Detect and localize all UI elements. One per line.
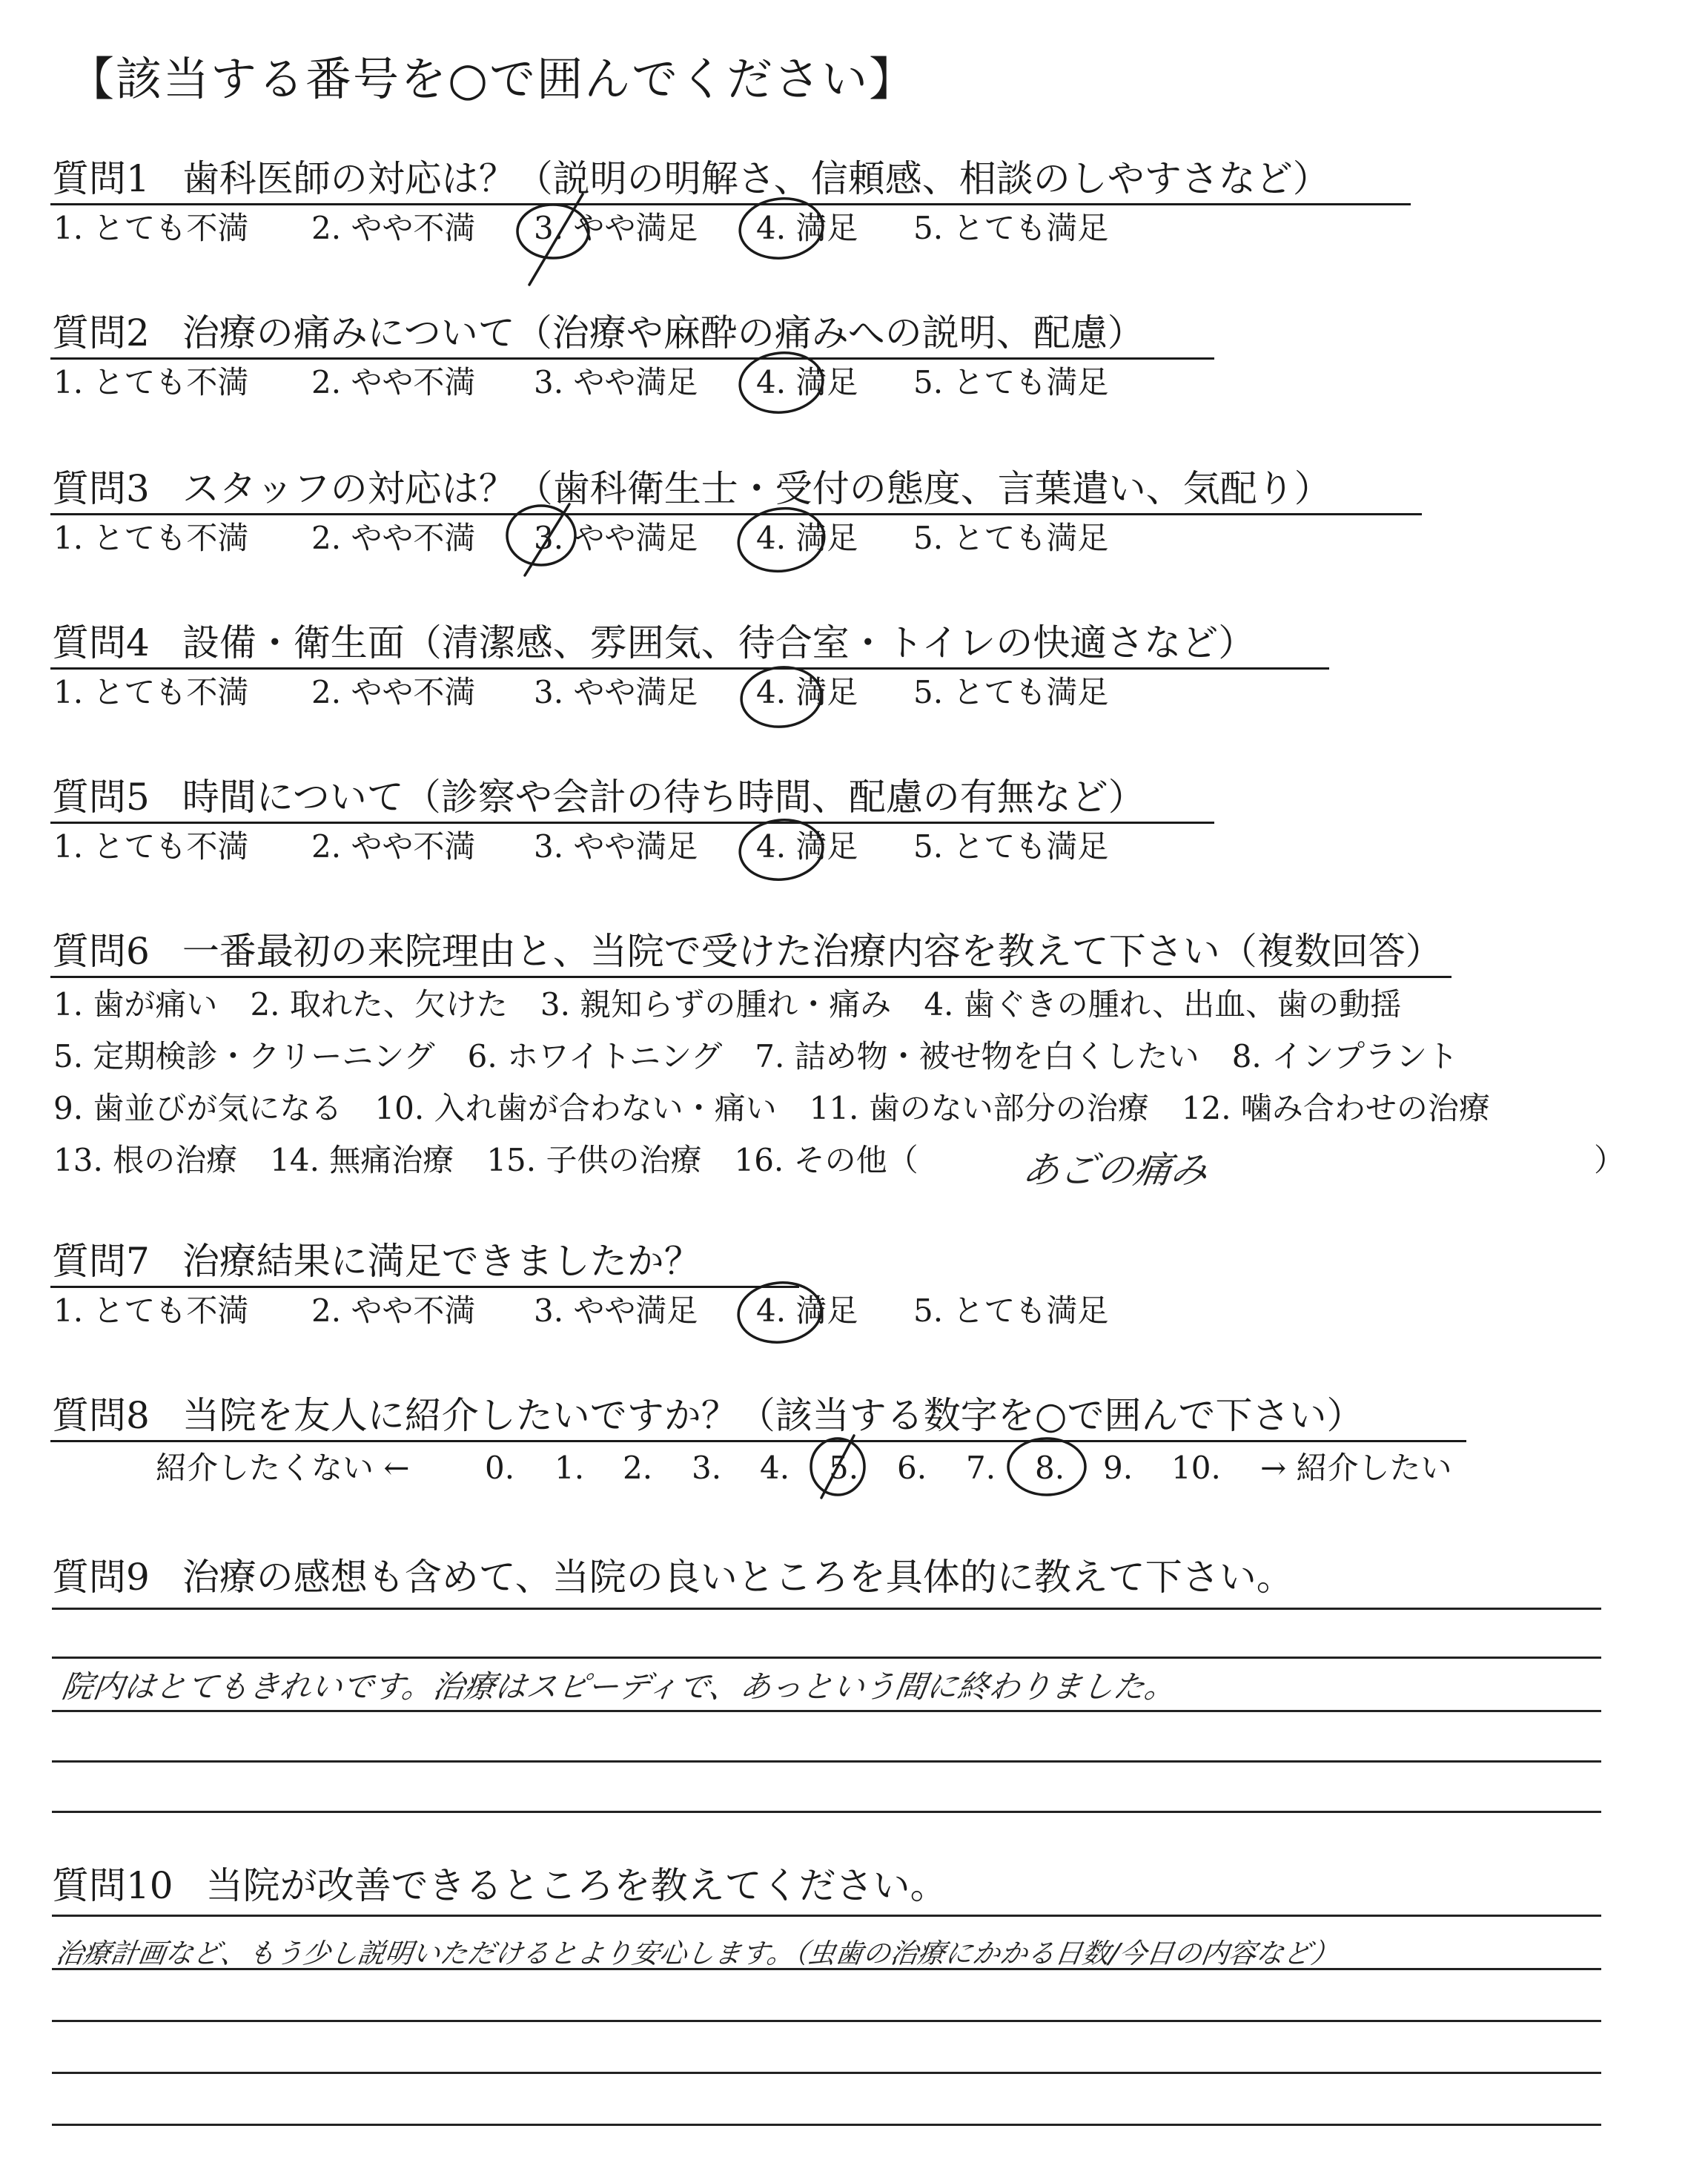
answer-line [52,2020,1601,2022]
scale-9[interactable]: 9. [1103,1450,1133,1486]
option-5[interactable]: 5. とても満足 [913,828,1109,865]
scale-right-label: → 紹介したい [1260,1450,1452,1486]
answer-line [52,1710,1601,1712]
option-8[interactable]: 8. インプラント [1231,1038,1459,1074]
question-text: 設備・衛生面（清潔感、雰囲気、待合室・トイレの快適さなど） [182,621,1256,664]
question-text: 治療結果に満足できましたか？ [182,1240,701,1283]
option-12[interactable]: 12. 噛み合わせの治療 [1181,1090,1490,1126]
option-3[interactable]: 3. やや満足 [534,210,698,246]
question-text: 治療の痛みについて（治療や麻酔の痛みへの説明、配慮） [182,311,1145,354]
question-text: 歯科医師の対応は？（説明の明解さ、信頼感、相談のしやすさなど） [182,157,1330,200]
option-3[interactable]: 3. やや満足 [534,828,698,865]
scale-1[interactable]: 1. [555,1450,585,1486]
option-5[interactable]: 5. とても満足 [913,1292,1109,1329]
option-3[interactable]: 3. やや満足 [534,1292,698,1329]
underline [50,203,1411,205]
scale-7[interactable]: 7. [966,1450,996,1486]
option-2[interactable]: 2. やや不満 [311,520,476,556]
option-5[interactable]: 5. とても満足 [913,210,1109,246]
question-number: 質問7 [52,1240,150,1283]
option-row-1 [53,983,1434,1026]
question-number: 質問8 [52,1394,150,1437]
option-4[interactable]: 4. 満足 [756,520,858,556]
scale-6[interactable]: 6. [897,1450,927,1486]
option-9[interactable]: 9. 歯並びが気になる [53,1090,342,1126]
question-number: 質問5 [52,776,150,819]
option-3[interactable]: 3. 親知らずの腫れ・痛み [540,986,892,1023]
underline [50,976,1452,978]
scale-2[interactable]: 2. [623,1450,653,1486]
option-row-2 [53,1035,1491,1078]
option-4[interactable]: 4. 歯ぐきの腫れ、出血、歯の動揺 [924,986,1402,1023]
question-text: 治療の感想も含めて、当院の良いところを具体的に教えて下さい。 [182,1556,1294,1599]
scale-10[interactable]: 10. [1171,1450,1221,1486]
question-text: 時間について（診察や会計の待ち時間、配慮の有無など） [182,776,1145,819]
option-11[interactable]: 11. 歯のない部分の治療 [809,1090,1149,1126]
underline [50,1440,1466,1442]
option-7[interactable]: 7. 詰め物・被せ物を白くしたい [755,1038,1199,1074]
option-2[interactable]: 2. 取れた、欠けた [250,986,508,1023]
page-title: 【該当する番号を○で囲んでください】 [68,52,917,106]
question-number: 質問9 [52,1556,150,1599]
scale-4[interactable]: 4. [760,1450,790,1486]
option-2[interactable]: 2. やや不満 [311,210,476,246]
question-number: 質問1 [52,157,150,200]
q10-answer-handwritten[interactable]: 治療計画など、もう少し説明いただけるとより安心します。（虫歯の治療にかかる日数/今日の内容など） [53,1938,1341,1969]
option-4[interactable]: 4. 満足 [756,364,858,400]
option-2[interactable]: 2. やや不満 [311,1292,476,1329]
option-4[interactable]: 4. 満足 [756,674,858,710]
question-text: 当院を友人に紹介したいですか？（該当する数字を○で囲んで下さい） [182,1394,1364,1437]
question-number: 質問2 [52,311,150,354]
option-4[interactable]: 4. 満足 [756,210,858,246]
option-1[interactable]: 1. とても不満 [53,674,249,710]
option-5[interactable]: 5. 定期検診・クリーニング [53,1038,435,1074]
option-row-3 [53,1087,1523,1130]
scale-8[interactable]: 8. [1035,1450,1065,1486]
answer-line [52,1915,1601,1917]
option-14[interactable]: 14. 無痛治療 [270,1142,454,1178]
option-10[interactable]: 10. 入れ歯が合わない・痛い [374,1090,777,1126]
option-2[interactable]: 2. やや不満 [311,674,476,710]
other-close-paren: ） [1594,1142,1626,1178]
underline [50,667,1329,670]
option-5[interactable]: 5. とても満足 [913,674,1109,710]
underline [50,822,1214,824]
question-number: 質問10 [52,1864,173,1907]
option-2[interactable]: 2. やや不満 [311,364,476,400]
option-5[interactable]: 5. とても満足 [913,520,1109,556]
option-3[interactable]: 3. やや満足 [534,520,698,556]
option-2[interactable]: 2. やや不満 [311,828,476,865]
answer-line [52,1760,1601,1763]
scale-5[interactable]: 5. [829,1450,859,1486]
question-text: スタッフの対応は？（歯科衛生士・受付の態度、言葉遣い、気配り） [182,467,1331,510]
underline [50,1286,799,1288]
option-1[interactable]: 1. とても不満 [53,1292,249,1329]
option-4[interactable]: 4. 満足 [756,828,858,865]
question-number: 質問6 [52,930,150,973]
option-3[interactable]: 3. やや満足 [534,674,698,710]
underline [50,357,1214,360]
question-text: 一番最初の来院理由と、当院で受けた治療内容を教えて下さい（複数回答） [182,930,1443,973]
answer-line [52,1608,1601,1610]
option-3[interactable]: 3. やや満足 [534,364,698,400]
underline [50,513,1422,515]
option-16[interactable]: 16. その他（ [734,1142,918,1178]
scale-0[interactable]: 0. [485,1450,515,1486]
scale-3[interactable]: 3. [692,1450,722,1486]
question-text: 当院が改善できるところを教えてください。 [205,1864,947,1907]
option-13[interactable]: 13. 根の治療 [53,1142,238,1178]
option-1[interactable]: 1. とても不満 [53,364,249,400]
option-1[interactable]: 1. とても不満 [53,520,249,556]
option-row-4 [53,1139,951,1182]
option-1[interactable]: 1. 歯が痛い [53,986,218,1023]
option-5[interactable]: 5. とても満足 [913,364,1109,400]
option-1[interactable]: 1. とても不満 [53,210,249,246]
question-number: 質問3 [52,467,150,510]
question-number: 質問4 [52,621,150,664]
answer-line [52,2072,1601,2074]
q9-answer-handwritten[interactable]: 院内はとてもきれいです。治療はスピーディで、あっという間に終わりました。 [59,1668,1179,1705]
option-4[interactable]: 4. 満足 [756,1292,858,1329]
answer-line [52,2124,1601,2126]
option-1[interactable]: 1. とても不満 [53,828,249,865]
answer-line [52,1657,1601,1659]
option-15[interactable]: 15. 子供の治療 [486,1142,702,1178]
scale-left-label: 紹介したくない ← [156,1450,410,1486]
other-answer-handwritten[interactable]: あごの痛み [1019,1149,1211,1192]
option-6[interactable]: 6. ホワイトニング [467,1038,723,1074]
answer-line [52,1811,1601,1813]
